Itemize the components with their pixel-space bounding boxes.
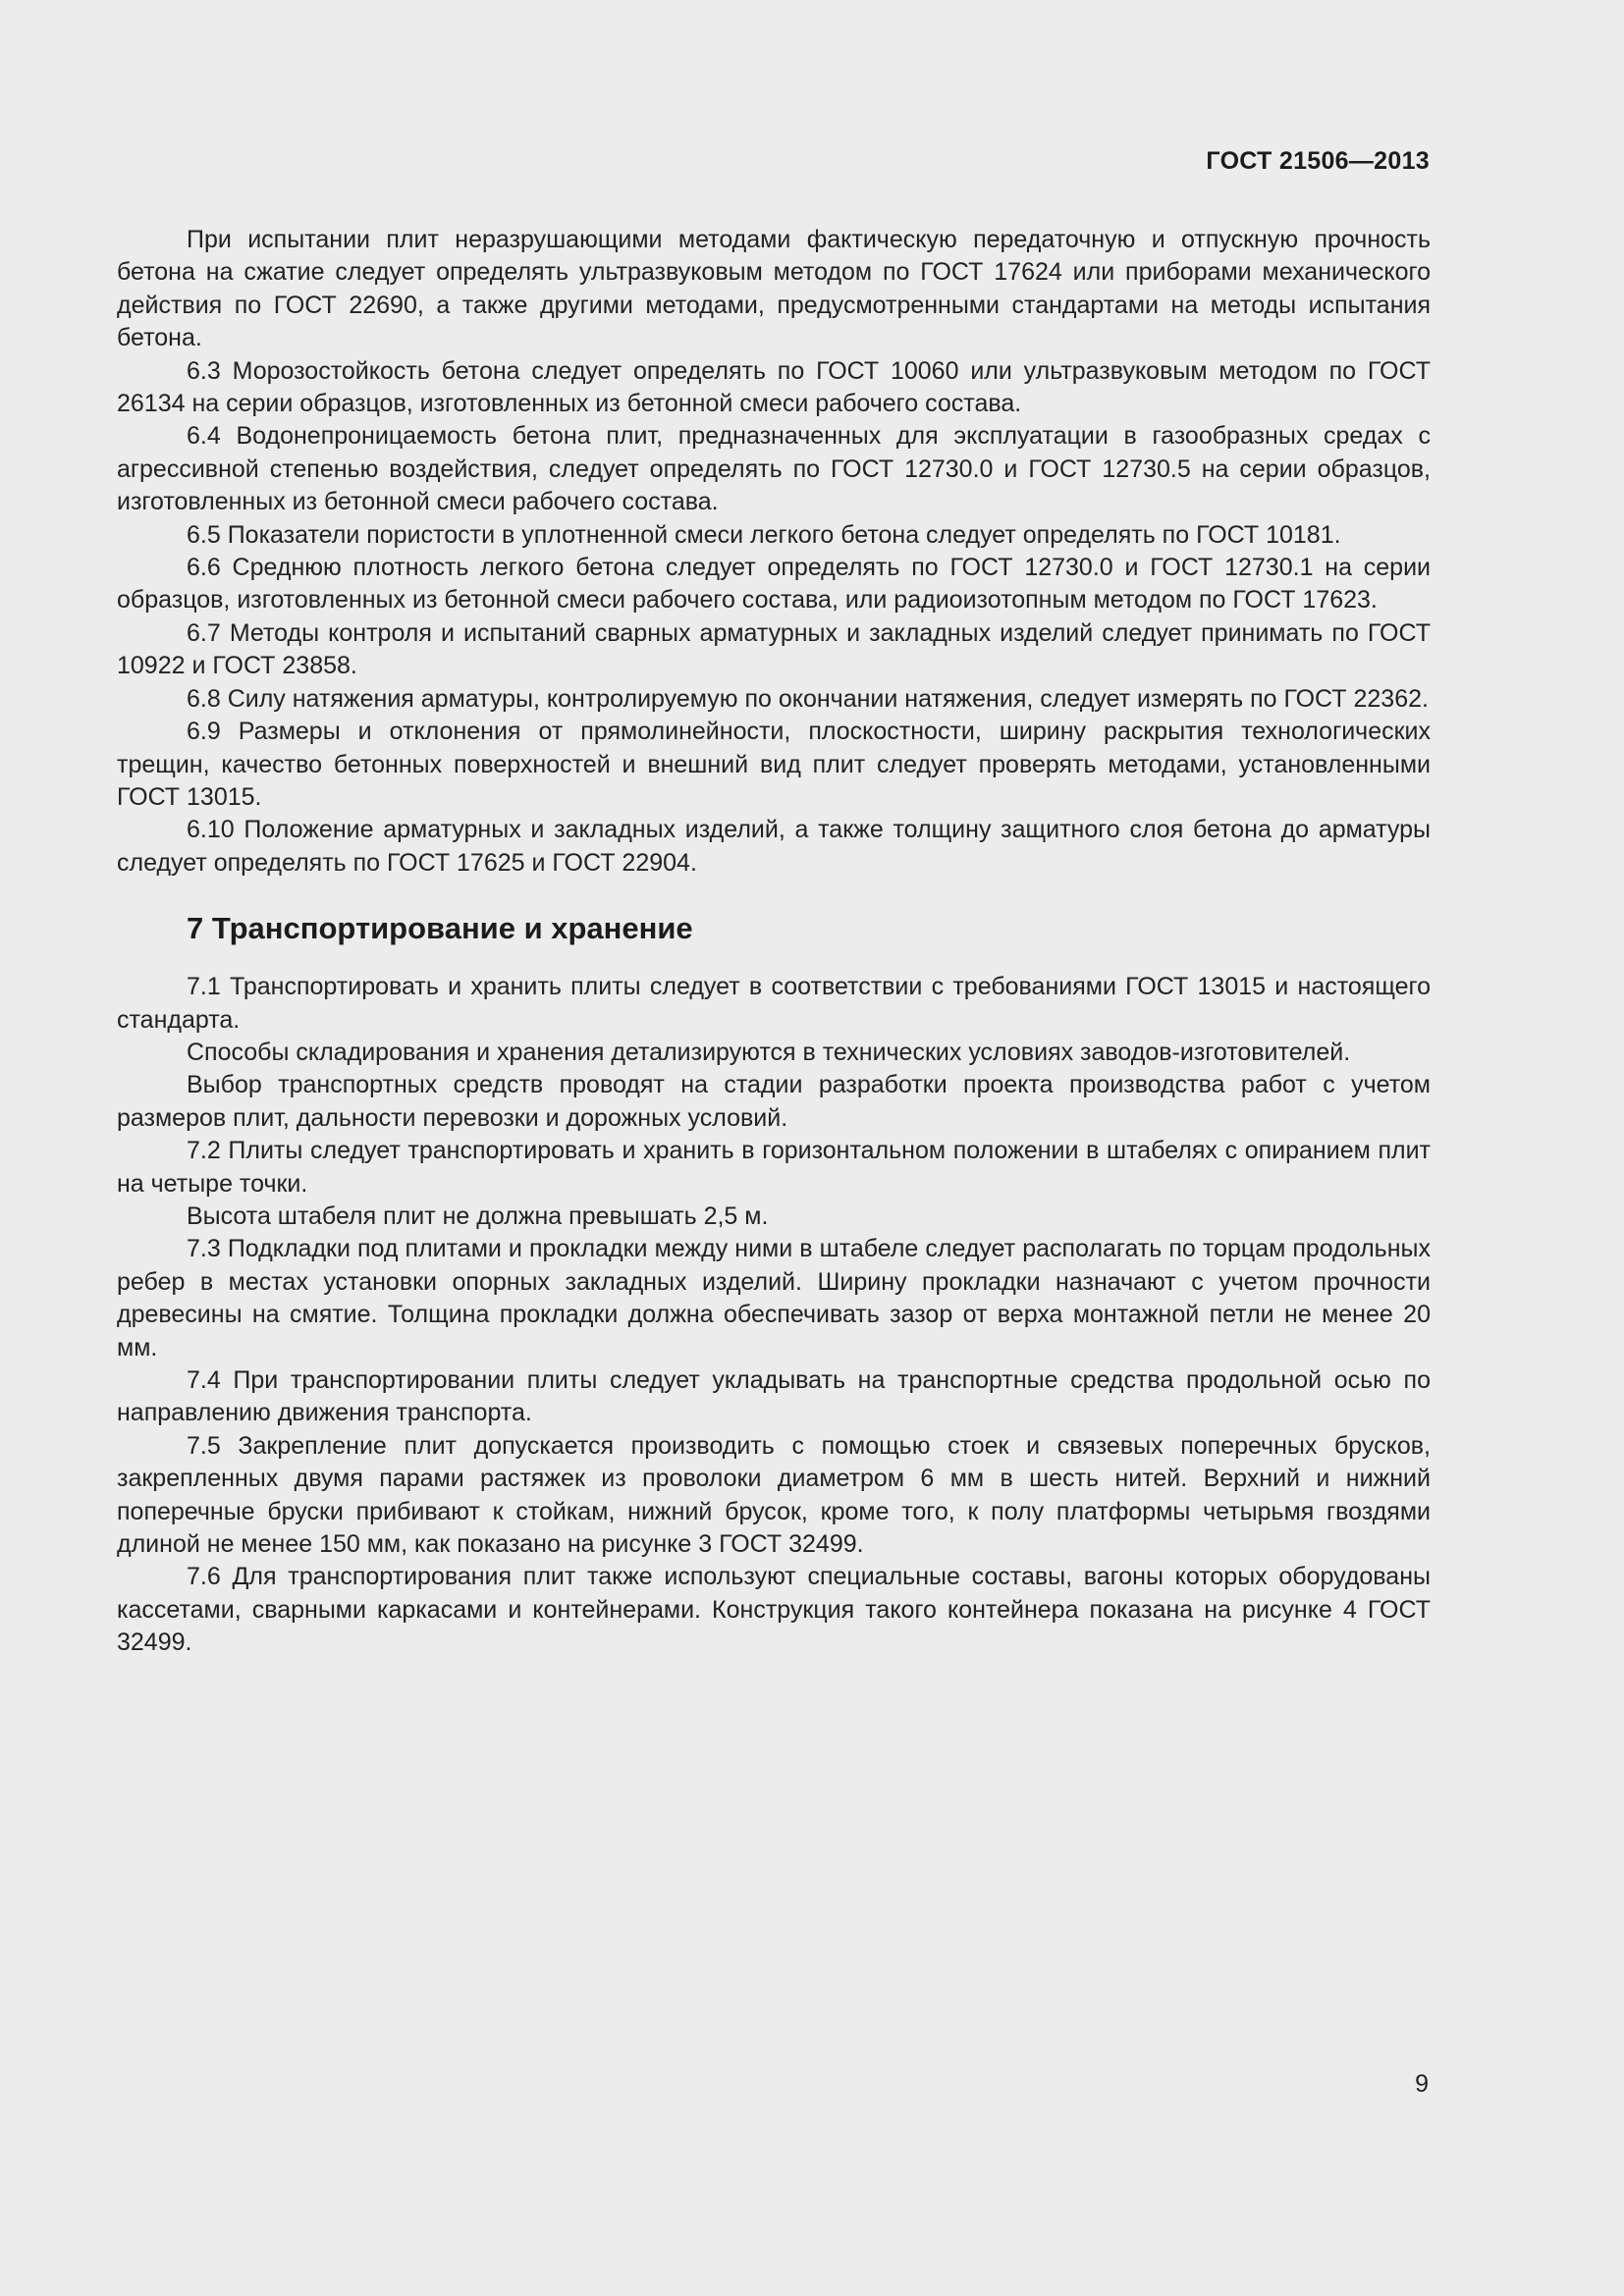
section-7-heading: 7 Транспортирование и хранение (187, 911, 693, 946)
section-6-continued (117, 224, 1431, 880)
paragraph-6-2-continued: При испытании плит неразрушающими методами фактическую передаточную и отпускную прочность бетона на сжатие следует определять ультразвуковым методом по ГОСТ 17624 или приборами механического действия по ГОСТ 22690, а также другими методами, предусмотренными стандартами на методы испытания бетона. (117, 226, 1431, 352)
paragraph-6-4: 6.4 Водонепроницаемость бетона плит, предназначенных для эксплуатации в газообразных средах с агрессивной степенью воздействия, следует определять по ГОСТ 12730.0 и ГОСТ 12730.5 на серии образцов, изготовленных из бетонной смеси рабочего состава. (117, 422, 1431, 516)
paragraph-7-3: 7.3 Подкладки под плитами и прокладки между ними в штабеле следует располагать по торцам продольных ребер в местах установки опорных закладных изделий. Ширину прокладки назначают с учетом прочности древесины на смятие. Толщина прокладки должна обеспечивать зазор от верха монтажной петли не менее 20 мм. (117, 1235, 1431, 1362)
paragraph-7-2-stack-height: Высота штабеля плит не должна превышать 2,5 м. (187, 1201, 769, 1230)
paragraph-7-1-transport-choice: Выбор транспортных средств проводят на стадии разработки проекта производства работ с учетом размеров плит, дальности перевозки и дорожных условий. (117, 1071, 1431, 1132)
paragraph-7-5: 7.5 Закрепление плит допускается производить с помощью стоек и связевых поперечных брусков, закрепленных двумя парами растяжек из проволоки диаметром 6 мм в шесть нитей. Верхний и нижний поперечные бруски прибивают к стойкам, нижний брусок, кроме того, к полу платформы четырьмя гвоздями длиной не менее 150 мм, как показано на рисунке 3 ГОСТ 32499. (117, 1431, 1431, 1559)
paragraph-7-4: 7.4 При транспортировании плиты следует укладывать на транспортные средства продольной осью по направлению движения транспорта. (117, 1366, 1431, 1427)
paragraph-6-8: 6.8 Силу натяжения арматуры, контролируемую по окончании натяжения, следует измерять по ГОСТ 22362. (187, 684, 1429, 713)
paragraph-7-2: 7.2 Плиты следует транспортировать и хранить в горизонтальном положении в штабелях с опиранием плит на четыре точки. (117, 1137, 1431, 1198)
paragraph-7-1: 7.1 Транспортировать и хранить плиты следует в соответствии с требованиями ГОСТ 13015 и настоящего стандарта. (117, 973, 1431, 1034)
section-7 (117, 971, 1431, 1660)
paragraph-6-10: 6.10 Положение арматурных и закладных изделий, а также толщину защитного слоя бетона до арматуры следует определять по ГОСТ 17625 и ГОСТ 22904. (117, 816, 1431, 877)
paragraph-6-3: 6.3 Морозостойкость бетона следует определять по ГОСТ 10060 или ультразвуковым методом по ГОСТ 26134 на серии образцов, изготовленных из бетонной смеси рабочего состава. (117, 356, 1431, 418)
page-number: 9 (1415, 2070, 1429, 2098)
paragraph-7-1-storage: Способы складирования и хранения детализируются в технических условиях заводов-изготовителей. (187, 1038, 1351, 1066)
paragraph-7-6: 7.6 Для транспортирования плит также используют специальные составы, вагоны которых оборудованы кассетами, сварными каркасами и контейнерами. Конструкция такого контейнера показана на рисунке 4 ГОСТ 32499. (117, 1563, 1431, 1657)
paragraph-6-6: 6.6 Среднюю плотность легкого бетона следует определять по ГОСТ 12730.0 и ГОСТ 12730.1 на серии образцов, изготовленных из бетонной смеси рабочего состава, или радиоизотопным методом по ГОСТ 17623. (117, 554, 1431, 614)
page-content (117, 224, 1431, 1660)
paragraph-6-9: 6.9 Размеры и отклонения от прямолинейности, плоскостности, ширину раскрытия технологических трещин, качество бетонных поверхностей и внешний вид плит следует проверять методами, установленными ГОСТ 13015. (117, 718, 1431, 811)
document-header: ГОСТ 21506—2013 (1206, 147, 1430, 175)
paragraph-6-7: 6.7 Методы контроля и испытаний сварных арматурных и закладных изделий следует принимать по ГОСТ 10922 и ГОСТ 23858. (117, 618, 1431, 680)
paragraph-6-5: 6.5 Показатели пористости в уплотненной смеси легкого бетона следует определять по ГОСТ 10181. (187, 520, 1341, 549)
